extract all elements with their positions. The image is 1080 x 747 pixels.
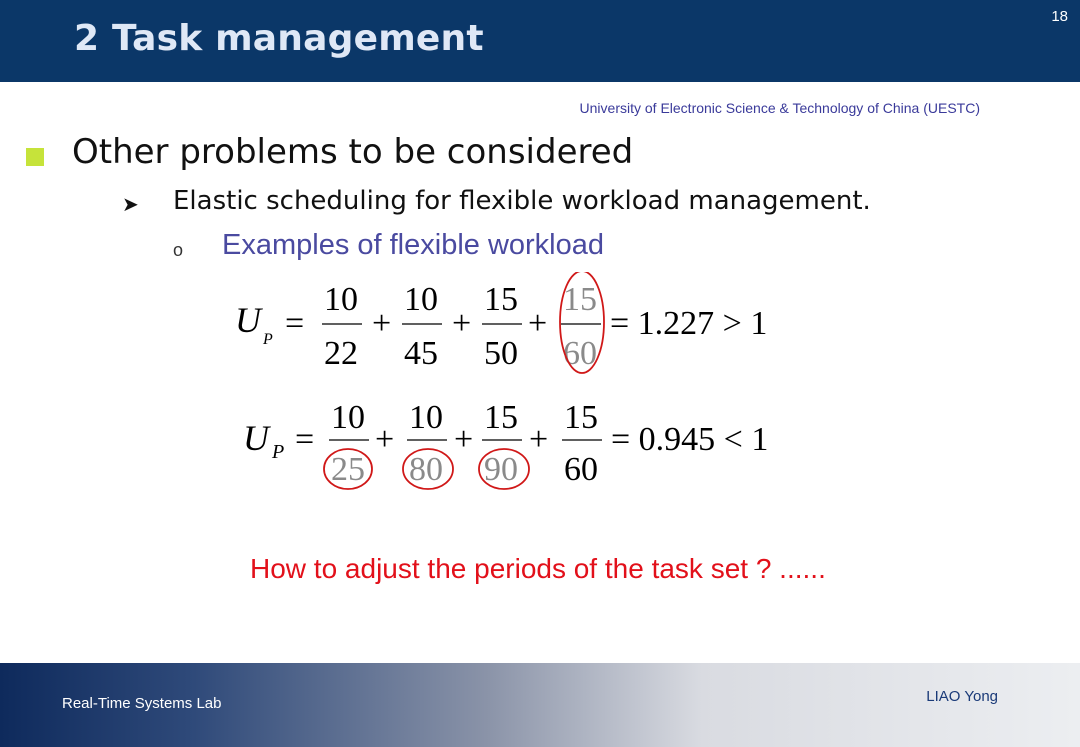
eq1-num-4: 15 [563, 281, 597, 318]
slide-title: 2 Task management [74, 18, 484, 59]
eq2-num-2: 10 [409, 399, 443, 436]
equation-1 [225, 272, 825, 392]
eq2-result: = 0.945 < 1 [611, 421, 769, 458]
eq2-lhs: U [243, 418, 269, 458]
eq1-lhs: U [235, 300, 261, 340]
eq1-den-2: 45 [404, 335, 438, 372]
svg-text:+: + [454, 421, 474, 458]
eq1-num-1: 10 [324, 281, 358, 318]
square-bullet-icon [26, 148, 44, 166]
eq1-den-4: 60 [563, 335, 597, 372]
bullet-level3: Examples of flexible workload [222, 229, 605, 261]
svg-text:=: = [285, 305, 305, 342]
footer-author: LIAO Yong [926, 688, 998, 705]
question-text: How to adjust the periods of the task set ? ...... [250, 553, 826, 584]
circle-bullet-icon: o [173, 240, 184, 260]
page-number: 18 [1051, 8, 1068, 25]
affiliation: University of Electronic Science & Technology of China (UESTC) [579, 100, 980, 116]
eq2-num-4: 15 [564, 399, 598, 436]
eq1-den-1: 22 [324, 335, 358, 372]
eq1-subscript: P [263, 331, 273, 348]
arrow-bullet-icon: ➤ [122, 194, 139, 216]
svg-text:+: + [528, 305, 548, 342]
eq1-den-3: 50 [484, 335, 518, 372]
eq2-subscript: P [272, 441, 285, 463]
bullet-level1: Other problems to be considered [72, 132, 634, 172]
eq2-num-1: 10 [331, 399, 365, 436]
svg-text:+: + [529, 421, 549, 458]
eq1-num-3: 15 [484, 281, 518, 318]
svg-text:+: + [452, 305, 472, 342]
eq2-num-3: 15 [484, 399, 518, 436]
eq2-den-1: 25 [331, 451, 365, 488]
eq2-den-4: 60 [564, 451, 598, 488]
eq2-den-3: 90 [484, 451, 518, 488]
svg-text:=: = [295, 421, 315, 458]
equation-2 [225, 392, 825, 502]
eq2-den-2: 80 [409, 451, 443, 488]
bullet-level2: Elastic scheduling for flexible workload management. [173, 186, 871, 216]
svg-text:+: + [372, 305, 392, 342]
eq1-num-2: 10 [404, 281, 438, 318]
eq1-result: = 1.227 > 1 [610, 305, 768, 342]
footer-lab-name: Real-Time Systems Lab [62, 695, 222, 712]
svg-text:+: + [375, 421, 395, 458]
